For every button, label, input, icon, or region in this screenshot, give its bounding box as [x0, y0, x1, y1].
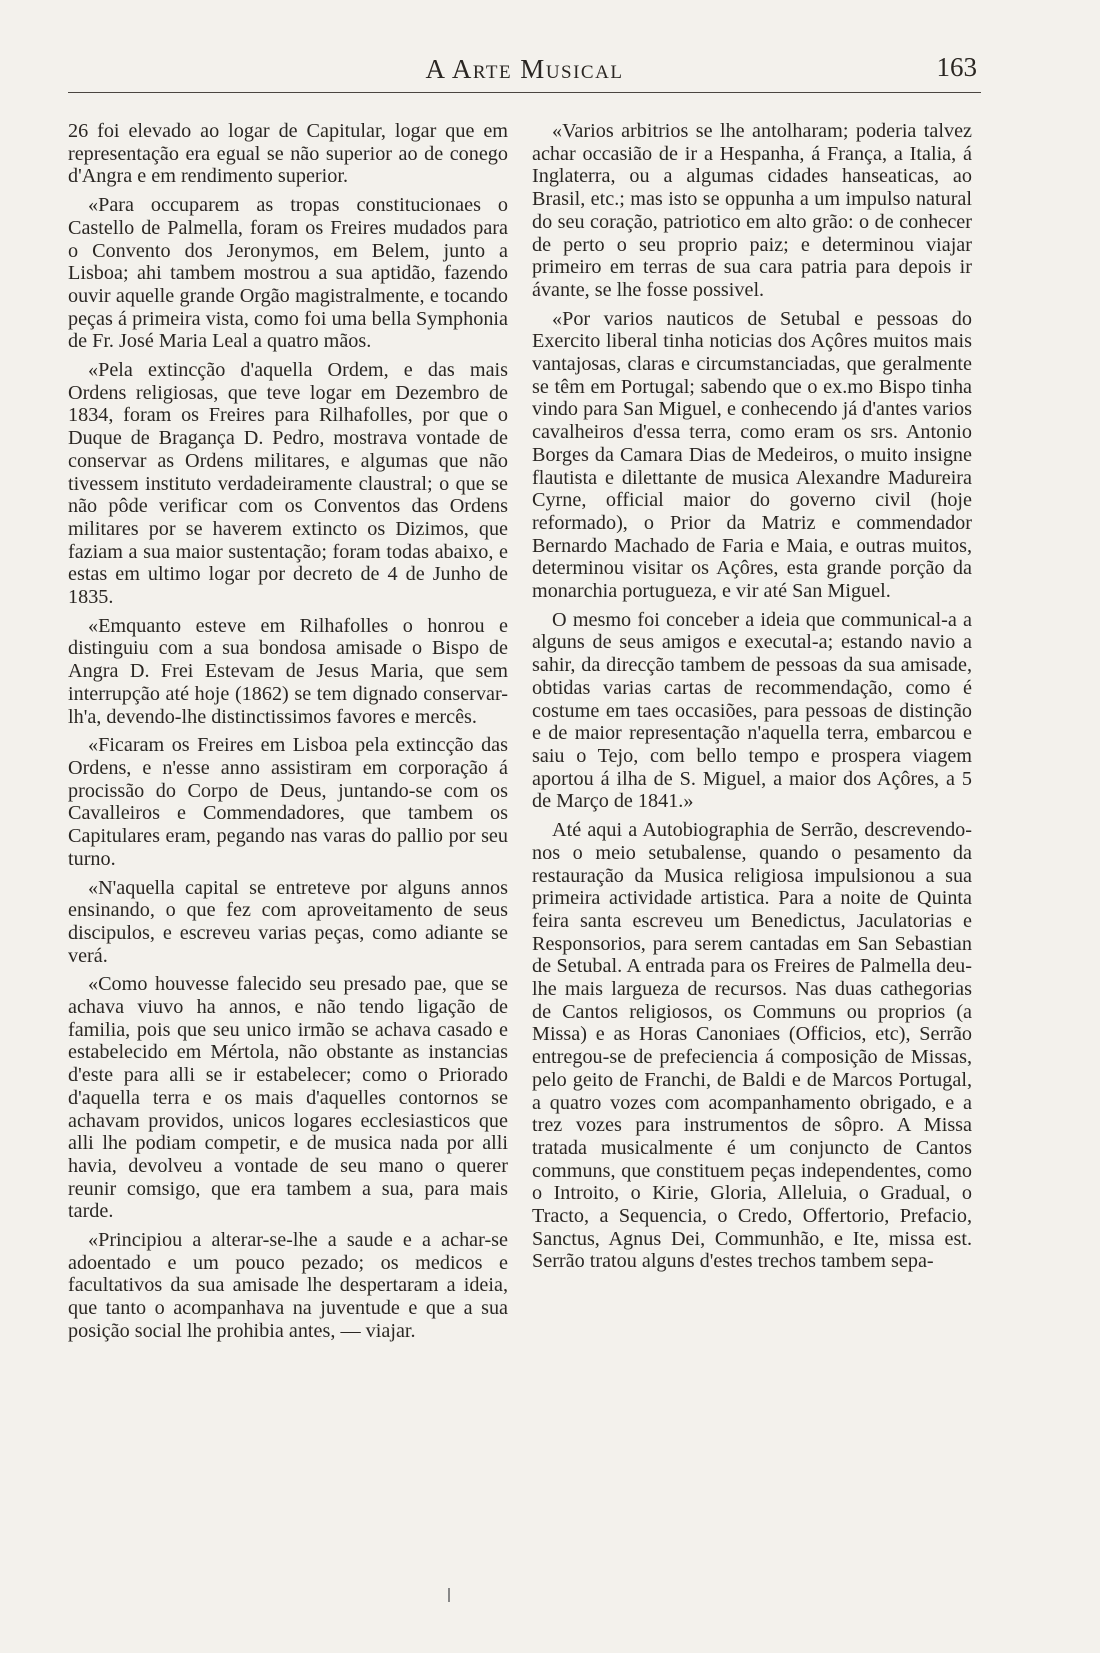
printer-mark	[448, 1588, 450, 1602]
paragraph: «Emquanto esteve em Rilhafolles o honrou e distinguiu com a sua bondosa amisade o Bispo de Angra D. Frei Estevam de Jesus Maria, que sem interrupção até hoje (1862) se tem dignado conservar-lh'a, devendo-lhe distinctissimos favores e mercês.	[68, 614, 508, 728]
paragraph: «Como houvesse falecido seu presado pae, que se achava viuvo ha annos, e não tendo ligação de familia, pois que seu unico irmão se achava casado e estabelecido em Mértola, não obstante as instancias d'este para alli se ir estabelecer; como o Priorado d'aquella terra e os mais d'aquelles contornos se achavam providos, unicos logares ecclesiasticos que alli lhe podiam competir, e de musica nada por alli havia, devolveu a vontade de seu mano o querer reunir comsigo, que era tambem a sua, para mais tarde.	[68, 973, 508, 1223]
paragraph: «Principiou a alterar-se-lhe a saude e a achar-se adoentado e um pouco pezado; os medicos e facultativos da sua amisade lhe despertaram a ideia, que tanto o acompanhava na juventude e que a sua posição social lhe prohibia antes, — viajar.	[68, 1229, 508, 1342]
header-rule	[68, 92, 981, 93]
paragraph: «Varios arbitrios se lhe antolharam; poderia talvez achar occasião de ir a Hespanha, á França, a Italia, á Inglaterra, ou a algumas cidades hanseaticas, ao Brasil, etc.; mas isto se oppunha a um impulso natural do seu coração, patriotico em alto grão: o de conhecer de perto o seu proprio paiz; e determinou viajar primeiro em terras de sua cara patria para depois ir ávante, se lhe fosse possivel.	[532, 120, 972, 301]
paragraph: «Ficaram os Freires em Lisboa pela extincção das Ordens, e n'esse anno assistiram em corporação á procissão do Corpo de Deus, juntando-se com os Cavalleiros e Commendadores, que tambem os Capitulares eram, pegando nas varas do pallio por seu turno.	[68, 734, 508, 870]
left-column	[68, 120, 508, 1349]
page-header	[68, 52, 981, 92]
running-title: A Arte Musical	[425, 54, 624, 84]
paragraph: Até aqui a Autobiographia de Serrão, descrevendo-nos o meio setubalense, quando o pesamento da restauração da Musica religiosa impulsionou a sua primeira actividade artistica. Para a noite de Quinta feira santa escreveu um Benedictus, Jaculatorias e Responsorios, para serem cantadas em San Sebastian de Setubal. A entrada para os Freires de Palmella deu-lhe mais largueza de recursos. Nas duas cathegorias de Cantos religiosos, os Communs ou proprios (a Missa) e as Horas Canoniaes (Officios, etc), Serrão entregou-se de prefeciencia á composição de Missas, pelo geito de Franchi, de Baldi e de Marcos Portugal, a quatro vozes com acompanhamento obrigado, e a trez vozes para instrumentos de sôpro. A Missa tratada musicalmente é um conjuncto de Cantos communs, que constituem peças independentes, como o Introito, o Kirie, Gloria, Alleluia, o Gradual, o Tracto, a Sequencia, o Credo, Offertorio, Prefacio, Sanctus, Agnus Dei, Communhão, e Ite, missa est. Serrão tratou alguns d'estes trechos tambem sepa-	[532, 819, 972, 1273]
right-column	[532, 120, 972, 1279]
paragraph: O mesmo foi conceber a ideia que communical-a a alguns de seus amigos e executal-a; estando navio a sahir, da direcção tambem de pessoas da sua amisade, obtidas varias cartas de recommendação, como é costume em taes occasiões, para pessoas de distinção e de maior representação n'aquella terra, embarcou e saiu o Tejo, com bello tempo e prospera viagem aportou á ilha de S. Miguel, a maior dos Açôres, a 5 de Março de 1841.»	[532, 608, 972, 813]
paragraph: 26 foi elevado ao logar de Capitular, logar que em representação era egual se não superior ao de conego d'Angra e em rendimento superior.	[68, 120, 508, 188]
paragraph: «Por varios nauticos de Setubal e pessoas do Exercito liberal tinha noticias dos Açôres muitos mais vantajosas, claras e circumstanciadas, que geralmente se têm em Portugal; sabendo que o ex.mo Bispo tinha vindo para San Miguel, e conhecendo já d'antes varios cavalheiros d'essa terra, como eram os srs. Antonio Borges da Camara Dias de Medeiros, o muito insigne flautista e dilettante de musica Alexandre Madureira Cyrne, official maior do governo civil (hoje reformado), o Prior da Matriz e commendador Bernardo Machado de Faria e Maia, e outras muitos, determinou visitar os Açôres, esta grande porção da monarchia portugueza, e vir até San Miguel.	[532, 307, 972, 603]
paragraph: «Pela extincção d'aquella Ordem, e das mais Ordens religiosas, que teve logar em Dezembro de 1834, foram os Freires para Rilhafolles, por que o Duque de Bragança D. Pedro, mostrava vontade de conservar as Ordens militares, e algumas que não tivessem instituto verdadeiramente claustral; o que se não pôde verificar com os Conventos das Ordens militares por se haverem extincto os Dizimos, que faziam a sua maior sustentação; foram todas abaixo, e estas em ultimo logar por decreto de 4 de Junho de 1835.	[68, 359, 508, 609]
page-number: 163	[936, 52, 977, 82]
paragraph: «Para occuparem as tropas constitucionaes o Castello de Palmella, foram os Freires mudados para o Convento dos Jeronymos, em Belem, junto a Lisboa; ahi tambem mostrou a sua aptidão, fazendo ouvir aquelle grande Orgão magistralmente, e tocando peças á primeira vista, como foi uma bella Symphonia de Fr. José Maria Leal a quatro mãos.	[68, 194, 508, 353]
paragraph: «N'aquella capital se entreteve por alguns annos ensinando, o que fez com aproveitamento de seus discipulos, e escreveu varias peças, como adiante se verá.	[68, 876, 508, 967]
